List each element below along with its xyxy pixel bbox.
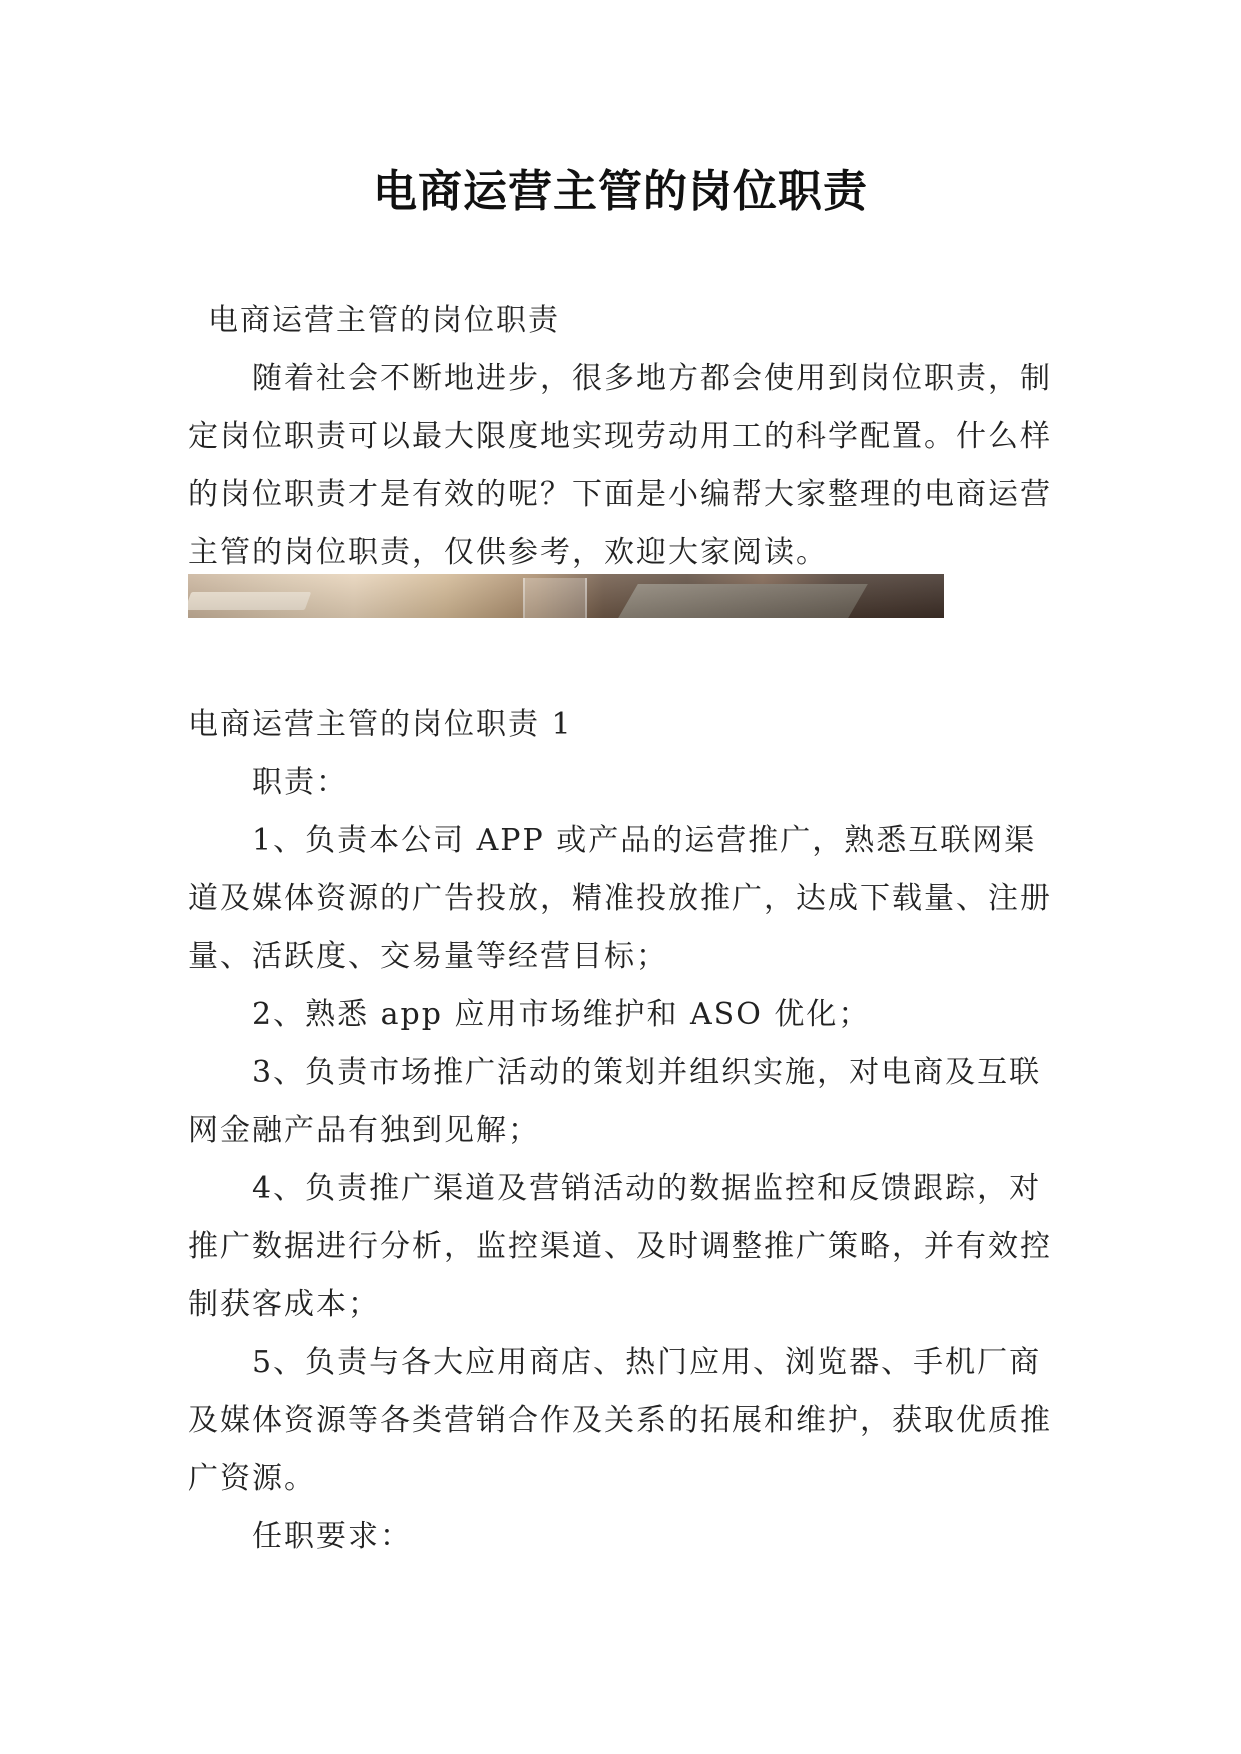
duty-item-3: 3、负责市场推广活动的策划并组织实施，对电商及互联网金融产品有独到见解； (188, 1055, 1042, 1148)
duty-item-5: 5、负责与各大应用商店、热门应用、浏览器、手机厂商及媒体资源等各类营销合作及关系的拓展和维护，获取优质推广资源。 (188, 1345, 1052, 1496)
section-heading: 电商运营主管的岗位职责 1 (188, 707, 573, 742)
requirements-label: 任职要求： (252, 1519, 412, 1554)
office-photo-banner (188, 574, 944, 618)
intro-block (188, 292, 1058, 582)
duty-item-1: 1、负责本公司 APP 或产品的运营推广，熟悉互联网渠道及媒体资源的广告投放，精准投放推广，达成下载量、注册量、活跃度、交易量等经营目标； (188, 823, 1052, 974)
duty-item-2: 2、熟悉 app 应用市场维护和 ASO 优化； (252, 997, 871, 1032)
duty-item-4: 4、负责推广渠道及营销活动的数据监控和反馈跟踪，对推广数据进行分析，监控渠道、及时调整推广策略，并有效控制获客成本； (188, 1171, 1052, 1322)
intro-heading: 电商运营主管的岗位职责 (208, 303, 560, 338)
document-title: 电商运营主管的岗位职责 (373, 166, 868, 217)
duties-label: 职责： (252, 765, 348, 800)
section-1 (188, 696, 1058, 1566)
intro-paragraph: 随着社会不断地进步，很多地方都会使用到岗位职责，制定岗位职责可以最大限度地实现劳动用工的科学配置。什么样的岗位职责才是有效的呢？下面是小编帮大家整理的电商运营主管的岗位职责，仅供参考，欢迎大家阅读。 (188, 361, 1052, 570)
